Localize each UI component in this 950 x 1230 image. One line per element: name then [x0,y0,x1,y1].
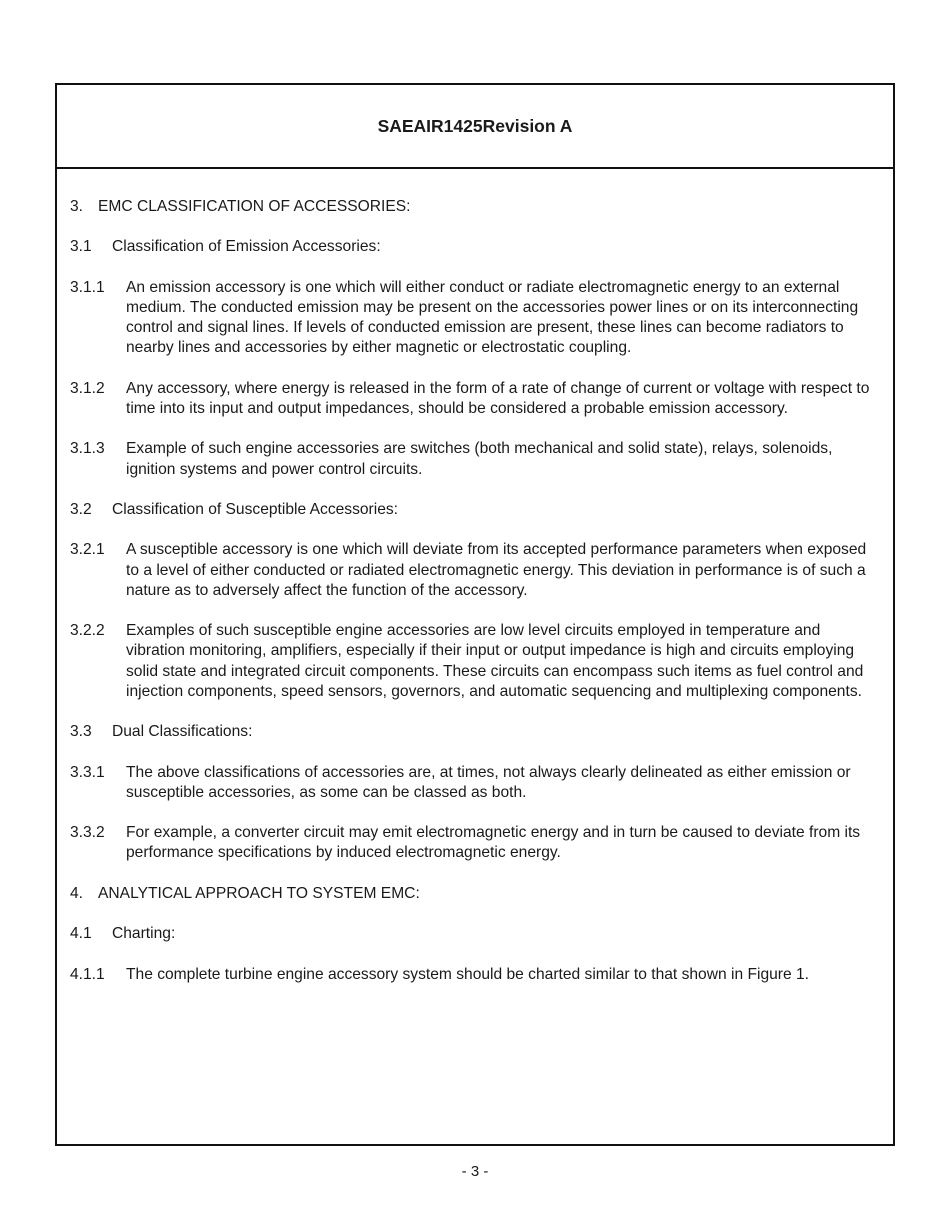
section-3-heading [70,197,893,217]
section-3-1-heading [70,237,893,257]
header-org: SAE [377,115,414,136]
paragraph-number: 3.2.2 [70,622,105,640]
paragraph-text: Example of such engine accessories are switches (both mechanical and solid state), relays, solenoids, ignition systems and power control circuits. [126,440,833,478]
section-number: 4.1 [70,925,92,943]
document-header [57,85,893,169]
header-doc-id: AIR1425 [413,115,483,136]
paragraph-number: 3.3.2 [70,824,105,842]
paragraph-3-1-3 [70,439,893,479]
paragraph-text: The complete turbine engine accessory system should be charted similar to that shown in Figure 1. [126,965,810,983]
paragraph-3-3-1 [70,763,893,803]
section-number: 3.3 [70,723,92,741]
section-title: ANALYTICAL APPROACH TO SYSTEM EMC: [98,884,420,902]
paragraph-number: 3.3.1 [70,763,105,781]
header-revision: Revision A [482,115,573,136]
paragraph-text: Examples of such susceptible engine accessories are low level circuits employed in temperature and vibration monitoring, amplifiers, especially if their input or output impedance is high and circuits employing solid state and integrated circuit components. These circuits can encompass such items as fuel control and injection components, speed sensors, governors, and automatic sequencing and multiplexing components. [126,622,864,700]
section-3-3-heading [70,722,893,742]
paragraph-text: An emission accessory is one which will either conduct or radiate electromagnetic energy to an external medium. The conducted emission may be present on the accessories power lines or on its interconnecting control and signal lines. If levels of conducted emission are present, these lines can become radiators to nearby lines and accessories by either magnetic or electrostatic coupling. [126,278,859,357]
section-number: 4. [70,884,84,902]
paragraph-3-2-2 [70,621,893,702]
section-title: Classification of Susceptible Accessories: [112,500,399,518]
section-title: EMC CLASSIFICATION OF ACCESSORIES: [98,198,411,215]
section-title: Charting: [112,925,176,943]
paragraph-number: 3.2.1 [70,541,105,559]
paragraph-number: 4.1.1 [70,965,105,983]
section-3-2-heading [70,500,893,520]
paragraph-text: Any accessory, where energy is released in the form of a rate of change of current or voltage with respect to time into its input and output impedances, should be considered a probable emission accessory. [126,379,870,417]
paragraph-3-2-1 [70,540,893,601]
paragraph-3-3-2 [70,823,893,863]
document-body [57,169,893,985]
section-4-heading [70,884,893,904]
section-title: Dual Classifications: [112,723,253,741]
page-frame [55,83,895,1146]
paragraph-4-1-1 [70,965,893,985]
paragraph-text: The above classifications of accessories are, at times, not always clearly delineated as either emission or susceptible accessories, as some can be classed as both. [126,763,851,801]
paragraph-3-1-2 [70,379,893,419]
paragraph-number: 3.1.2 [70,379,105,397]
page-number: - 3 - [461,1163,489,1180]
section-4-1-heading [70,924,893,944]
section-number: 3.1 [70,238,92,256]
paragraph-number: 3.1.3 [70,440,105,458]
paragraph-text: A susceptible accessory is one which will deviate from its accepted performance parameters when exposed to a level of either conducted or radiated electromagnetic energy. This deviation in performance is of such a nature as to adversely affect the function of the accessory. [126,541,867,599]
section-number: 3. [70,198,84,215]
section-title: Classification of Emission Accessories: [112,238,381,256]
paragraph-text: For example, a converter circuit may emit electromagnetic energy and in turn be caused to deviate from its performance specifications by induced electromagnetic energy. [126,824,861,862]
paragraph-3-1-1 [70,278,893,359]
paragraph-number: 3.1.1 [70,278,105,296]
section-number: 3.2 [70,500,92,518]
